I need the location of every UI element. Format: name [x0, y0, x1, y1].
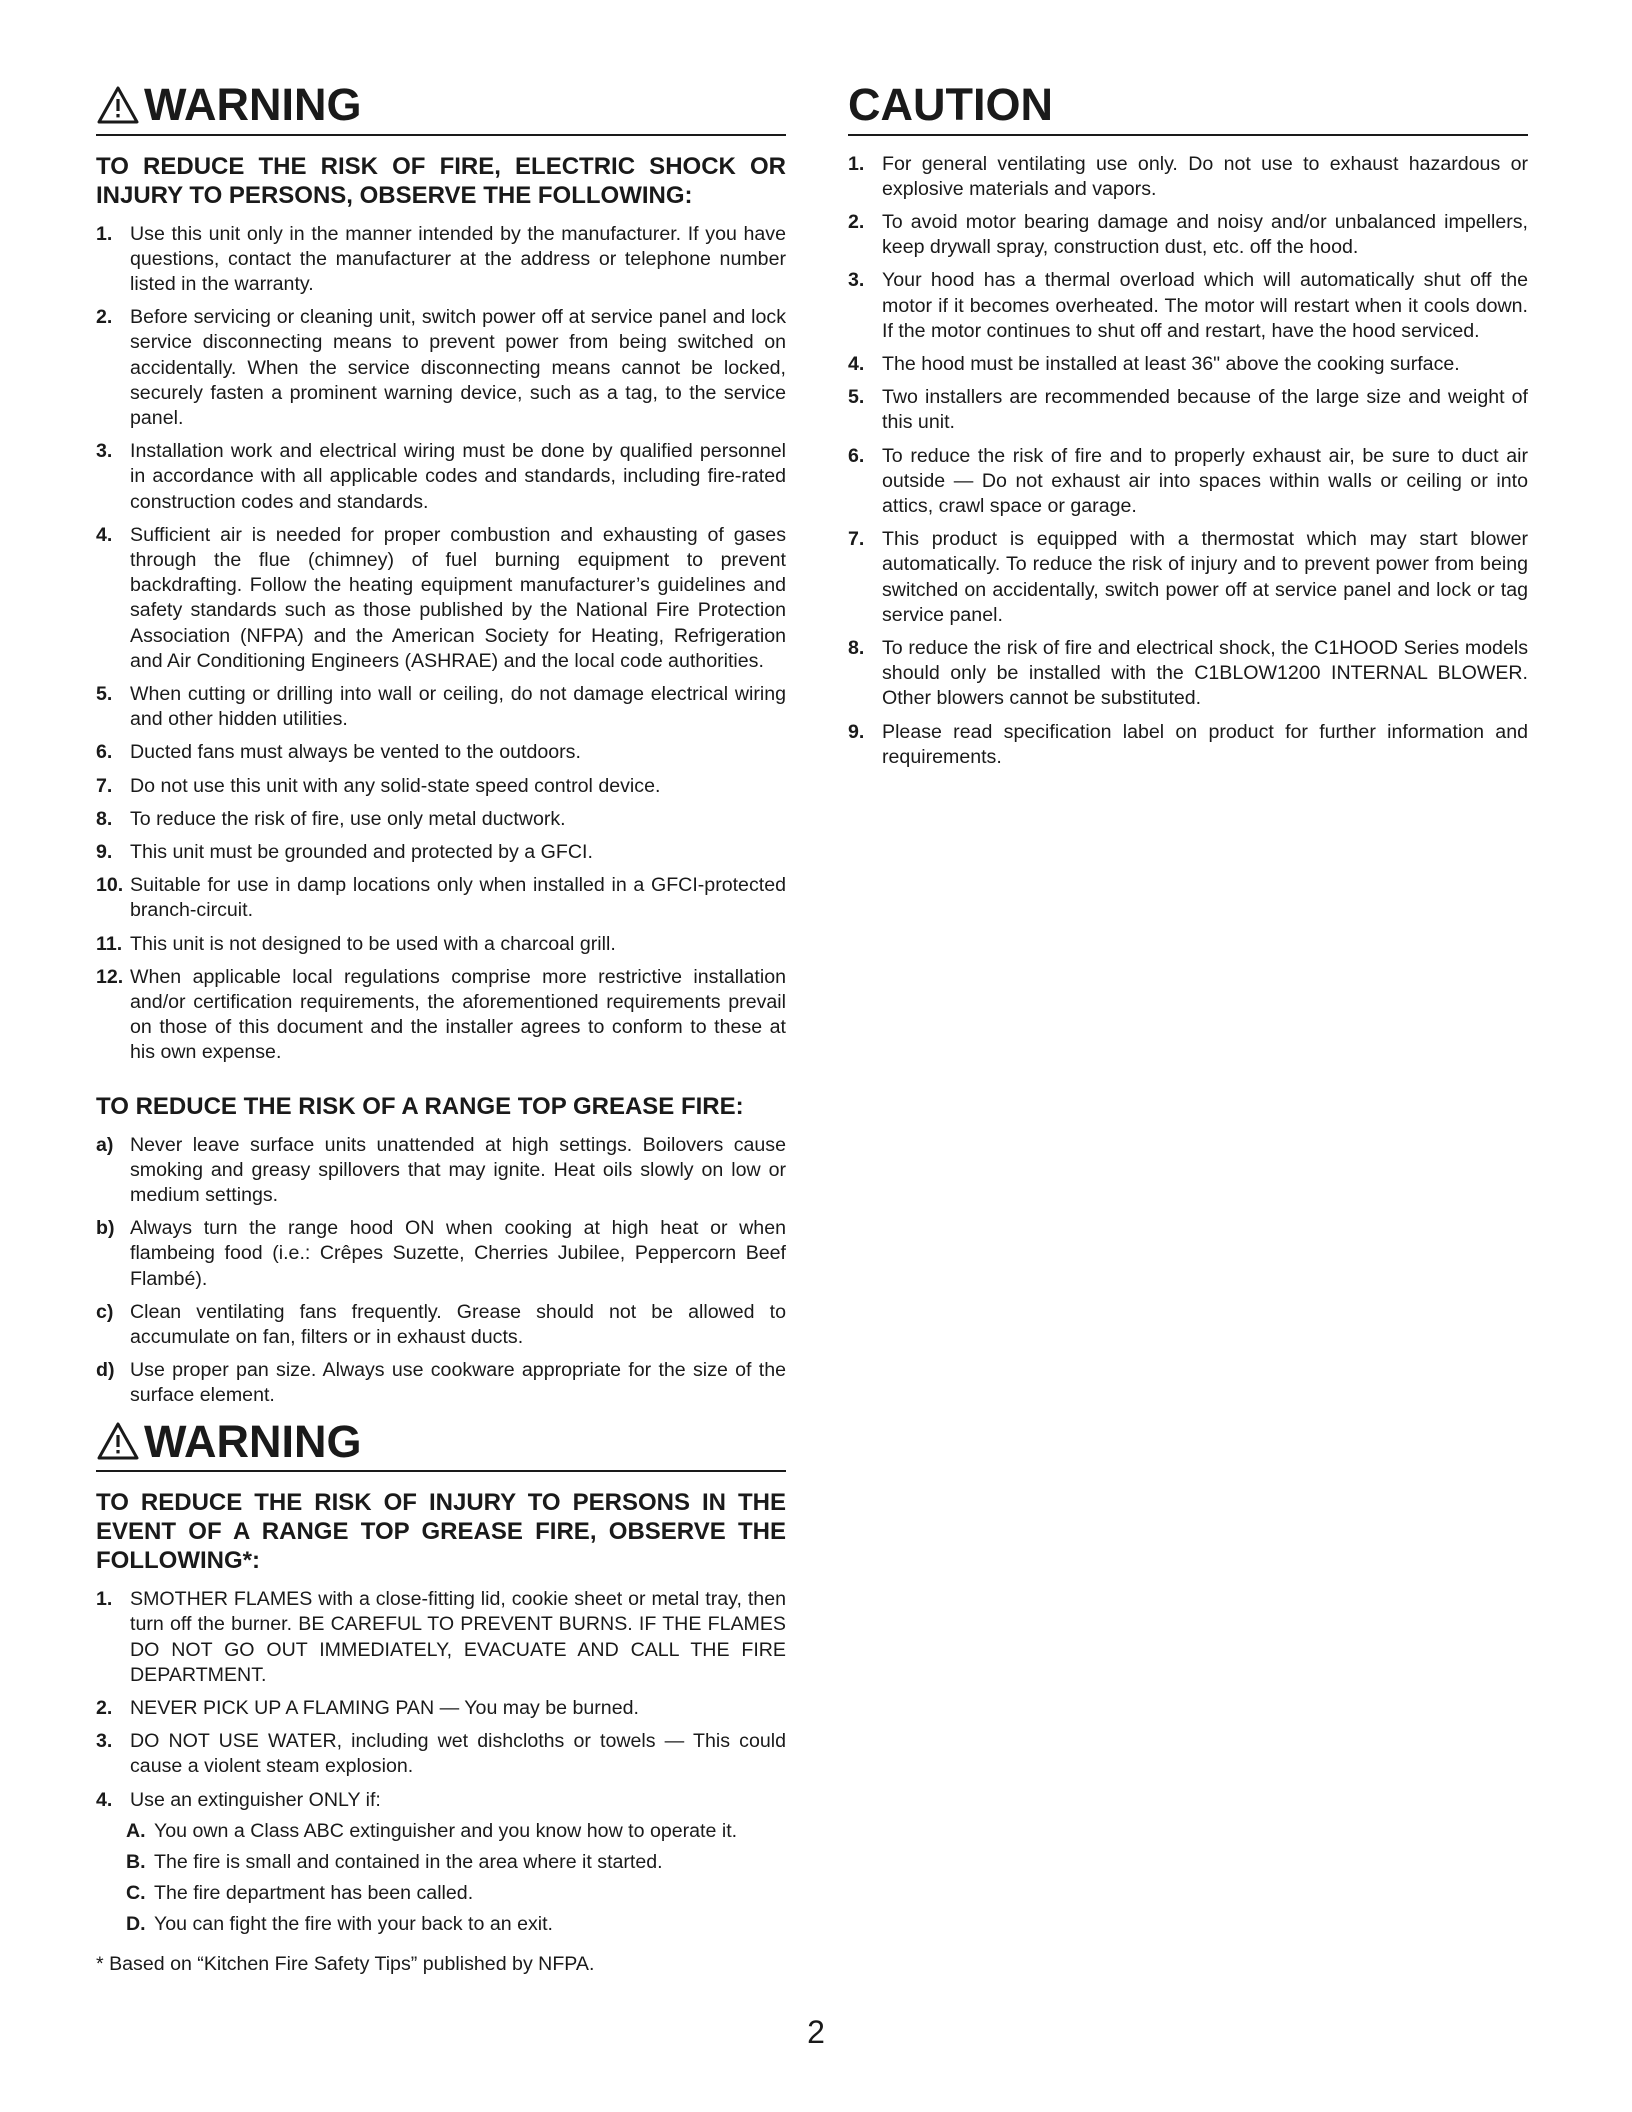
- list-item-number: 2.: [96, 1696, 113, 1719]
- list-item-text: To reduce the risk of fire, use only metal ductwork.: [130, 807, 566, 830]
- caution-header: [848, 80, 1528, 136]
- extinguisher-condition-item: [126, 1881, 786, 1906]
- list-item-number: 3.: [96, 1730, 113, 1753]
- caution-item: [848, 444, 1528, 520]
- list-item-text: To reduce the risk of fire and to properly exhaust air, be sure to duct air outside — Do not exhaust air into spaces within walls or ceiling or into attics, crawl space or garage.: [882, 444, 1528, 517]
- list-item-text: Always turn the range hood ON when cooking at high heat or when flambeing food (i.e.: Crêpes Suzette, Cherries Jubilee, Peppercorn Beef Flambé).: [130, 1217, 786, 1290]
- warning-item: [96, 740, 786, 765]
- warning-item: [96, 965, 786, 1066]
- caution-item: [848, 527, 1528, 628]
- list-item-text: This product is equipped with a thermostat which may start blower automatically. To reduce the risk of injury and to prevent power from being switched on accidentally, switch power off at service panel and lock or tag service panel.: [882, 528, 1528, 626]
- list-item-text: Before servicing or cleaning unit, switch power off at service panel and lock service disconnecting means to prevent power from being switched on accidentally. When the service disconnecting means cannot be locked, securely fasten a prominent warning device, such as a tag, to the service panel.: [130, 306, 786, 429]
- grease-item: [96, 1358, 786, 1408]
- extinguisher-condition-item: [126, 1850, 786, 1875]
- left-column: [96, 80, 786, 1977]
- list-item-text: To reduce the risk of fire and electrical shock, the C1HOOD Series models should only be installed with the C1BLOW1200 INTERNAL BLOWER. Other blowers cannot be substituted.: [882, 636, 1528, 710]
- list-item-text: Clean ventilating fans frequently. Grease should not be allowed to accumulate on fan, filters or in exhaust ducts.: [130, 1300, 786, 1349]
- warning-item: [96, 439, 786, 515]
- caution-item: [848, 152, 1528, 202]
- list-item-text: This unit is not designed to be used with a charcoal grill.: [130, 932, 616, 955]
- list-item-text: When cutting or drilling into wall or ceiling, do not damage electrical wiring and other hidden utilities.: [130, 682, 786, 731]
- warning-item: [96, 807, 786, 832]
- list-item-number: 8.: [96, 807, 113, 830]
- list-item-number: 4.: [96, 1788, 113, 1811]
- warning-triangle-icon: [96, 85, 140, 125]
- list-item-number: 10.: [96, 874, 124, 897]
- list-item-text: Please read specification label on product for further information and requirements.: [882, 720, 1528, 768]
- caution-title: CAUTION: [848, 79, 1053, 130]
- list-item-number: 1.: [96, 1588, 113, 1611]
- grease-item: [96, 1216, 786, 1292]
- warning-item: [96, 932, 786, 957]
- list-item-text: Use an extinguisher ONLY if:: [130, 1788, 381, 1811]
- list-item-text: For general ventilating use only. Do not use to exhaust hazardous or explosive materials and vapors.: [882, 152, 1528, 200]
- list-item-text: Two installers are recommended because of the large size and weight of this unit.: [882, 386, 1528, 434]
- warning2-list: [96, 1587, 786, 1943]
- warning2-item: [96, 1587, 786, 1688]
- grease-item: [96, 1300, 786, 1350]
- list-item-text: SMOTHER FLAMES with a close-fitting lid, cookie sheet or metal tray, then turn off the burner. BE CAREFUL TO PREVENT BURNS. IF THE FLAMES DO NOT GO OUT IMMEDIATELY, EVACUATE AND CALL THE FIRE DEPARTMENT.: [130, 1588, 786, 1686]
- list-item-number: 5.: [96, 682, 113, 705]
- warning-item: [96, 840, 786, 865]
- caution-item: [848, 636, 1528, 712]
- list-item-text: This unit must be grounded and protected by a GFCI.: [130, 840, 593, 863]
- warning2-item: [96, 1729, 786, 1779]
- list-item-text: Use this unit only in the manner intended by the manufacturer. If you have questions, contact the manufacturer at the address or telephone number listed in the warranty.: [130, 222, 786, 295]
- page-number: 2: [807, 2014, 825, 2050]
- list-item-number: 8.: [848, 636, 865, 659]
- list-item-number: 7.: [96, 774, 113, 797]
- warning2-title: WARNING: [144, 1415, 362, 1467]
- list-item-number: 6.: [96, 741, 113, 764]
- right-column: [848, 80, 1528, 778]
- list-item-number: 11.: [96, 932, 123, 955]
- list-item-text: Do not use this unit with any solid-state speed control device.: [130, 774, 661, 797]
- sub-item-text: You can fight the fire with your back to an exit.: [154, 1913, 554, 1936]
- footnote: * Based on “Kitchen Fire Safety Tips” published by NFPA.: [96, 1952, 595, 1975]
- warning2-item: [96, 1788, 786, 1944]
- list-item-number: 12.: [96, 965, 124, 988]
- sub-item-letter: A.: [126, 1819, 146, 1842]
- list-item-text: Your hood has a thermal overload which will automatically shut off the motor if it becomes overheated. The motor will restart when it cools down. If the motor continues to shut off and restart, have the hood serviced.: [882, 269, 1528, 342]
- caution-item: [848, 268, 1528, 344]
- warning-item: [96, 873, 786, 923]
- warning2-item: [96, 1696, 786, 1721]
- list-item-number: 1.: [848, 152, 865, 175]
- grease-item: [96, 1133, 786, 1209]
- warning-subheading: TO REDUCE THE RISK OF FIRE, ELECTRIC SHOCK OR INJURY TO PERSONS, OBSERVE THE FOLLOWING:: [96, 152, 786, 209]
- warning2-header: [96, 1417, 786, 1473]
- list-item-number: 5.: [848, 386, 865, 409]
- caution-item: [848, 352, 1528, 377]
- caution-item: [848, 210, 1528, 260]
- warning-header: [96, 80, 786, 136]
- caution-item: [848, 720, 1528, 770]
- list-item-number: 2.: [848, 210, 865, 233]
- warning-item: [96, 523, 786, 674]
- warning-title: WARNING: [144, 79, 362, 130]
- warning-triangle-icon: [96, 1421, 140, 1461]
- extinguisher-condition-item: [126, 1819, 786, 1844]
- list-item-text: Ducted fans must always be vented to the outdoors.: [130, 741, 581, 764]
- list-item-text: When applicable local regulations comprise more restrictive installation and/or certification requirements, the aforementioned requirements prevail on those of this document and the installer agrees to conform to these at his own expense.: [130, 965, 786, 1064]
- list-item-text: NEVER PICK UP A FLAMING PAN — You may be burned.: [130, 1696, 639, 1719]
- list-item-number: 7.: [848, 528, 865, 551]
- warning-item: [96, 774, 786, 799]
- sub-item-letter: D.: [126, 1913, 146, 1936]
- caution-item: [848, 385, 1528, 435]
- list-item-number: 9.: [848, 720, 865, 743]
- list-item-text: Installation work and electrical wiring must be done by qualified personnel in accordance with all applicable codes and standards, including fire-rated construction codes and standards.: [130, 440, 786, 513]
- grease-subheading: TO REDUCE THE RISK OF A RANGE TOP GREASE FIRE:: [96, 1092, 744, 1120]
- list-item-number: d): [96, 1359, 115, 1382]
- list-item-text: DO NOT USE WATER, including wet dishcloths or towels — This could cause a violent steam explosion.: [130, 1730, 786, 1778]
- list-item-text: Use proper pan size. Always use cookware appropriate for the size of the surface element.: [130, 1359, 786, 1407]
- warning-item: [96, 222, 786, 298]
- warning-item: [96, 305, 786, 431]
- list-item-text: Suitable for use in damp locations only when installed in a GFCI-protected branch-circuit.: [130, 874, 786, 922]
- list-item-number: 2.: [96, 306, 113, 329]
- extinguisher-condition-item: [126, 1912, 786, 1937]
- extinguisher-conditions-list: [126, 1819, 786, 1938]
- grease-list: [96, 1133, 786, 1409]
- warning2-subheading: TO REDUCE THE RISK OF INJURY TO PERSONS IN THE EVENT OF A RANGE TOP GREASE FIRE, OBSERVE THE FOLLOWING*:: [96, 1489, 786, 1575]
- sub-item-letter: B.: [126, 1850, 146, 1873]
- warning-item: [96, 682, 786, 732]
- list-item-number: 6.: [848, 444, 865, 467]
- list-item-number: b): [96, 1217, 115, 1240]
- sub-item-letter: C.: [126, 1882, 146, 1905]
- list-item-number: a): [96, 1133, 114, 1156]
- list-item-number: 9.: [96, 840, 113, 863]
- sub-item-text: The fire department has been called.: [154, 1882, 474, 1905]
- caution-list: [848, 152, 1528, 770]
- list-item-number: 3.: [96, 440, 113, 463]
- list-item-text: The hood must be installed at least 36" above the cooking surface.: [882, 352, 1460, 375]
- sub-item-text: The fire is small and contained in the area where it started.: [154, 1850, 663, 1873]
- list-item-number: 3.: [848, 269, 865, 292]
- list-item-text: Sufficient air is needed for proper combustion and exhausting of gases through the flue (chimney) of fuel burning equipment to prevent backdrafting. Follow the heating equipment manufacturer’s guidelines and safety standards such as those published by the National Fire Protection Association (NFPA) and the American Society for Heating, Refrigeration and Air Conditioning Engineers (ASHRAE) and the local code authorities.: [130, 523, 786, 672]
- list-item-text: Never leave surface units unattended at high settings. Boilovers cause smoking and greasy spillovers that may ignite. Heat oils slowly on low or medium settings.: [130, 1133, 786, 1206]
- warning-list: [96, 222, 786, 1066]
- list-item-number: 4.: [848, 352, 865, 375]
- sub-item-text: You own a Class ABC extinguisher and you know how to operate it.: [154, 1819, 738, 1842]
- list-item-number: 4.: [96, 523, 113, 546]
- list-item-text: To avoid motor bearing damage and noisy and/or unbalanced impellers, keep drywall spray, construction dust, etc. off the hood.: [882, 210, 1528, 259]
- list-item-number: 1.: [96, 222, 113, 245]
- list-item-number: c): [96, 1300, 114, 1323]
